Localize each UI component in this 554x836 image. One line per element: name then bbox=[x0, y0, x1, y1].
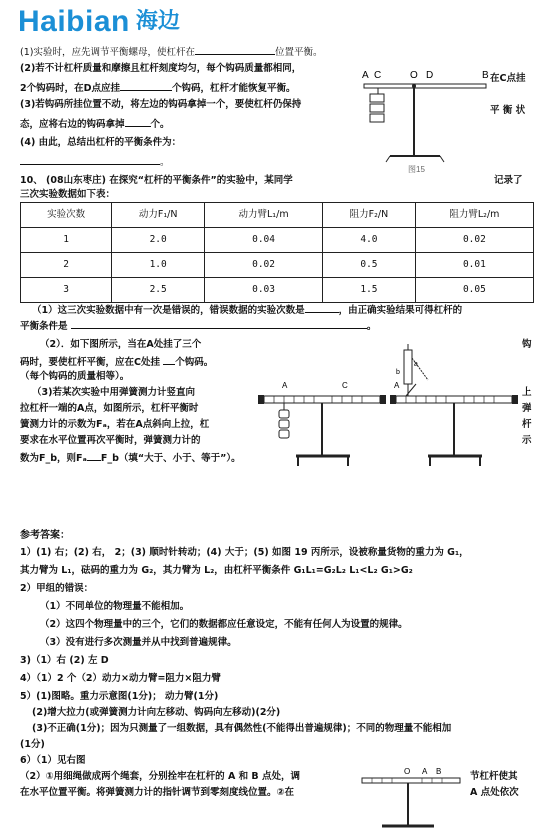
answer-line: 2）甲组的错误： bbox=[20, 583, 94, 594]
pivot bbox=[412, 84, 416, 88]
q10-p1-line-a: （1）这三次实验数据中有一次是错误的，错误数据的实验次数是 ，由正确实验结果可得杠杆的 bbox=[32, 302, 462, 319]
table-header: 阻力F₂/N bbox=[323, 203, 416, 228]
q10-p2-line-c: （每个钩码的质量相等）。 bbox=[20, 371, 130, 382]
q10-title: 10、 (08山东枣庄) 在探究“杠杆的平衡条件”的实验中，某同学 bbox=[20, 175, 293, 186]
answer-line: 其力臂为 L₁，砝码的重力为 G₂，其力臂为 L₂，由杠杆平衡条件 G₁L₁=G₂L₂ L₁<L₂ G₁>G₂ bbox=[20, 565, 413, 576]
fig15-label-o: O bbox=[410, 70, 418, 81]
right-text-1: 在C点挂 bbox=[490, 73, 526, 84]
answer-line: 3)（1）右 (2) 左 D bbox=[20, 655, 109, 666]
table-cell: 0.05 bbox=[415, 278, 533, 303]
answer-line: 5）(1)图略。重力示意图(1分)； 动力臂(1分) bbox=[20, 691, 219, 702]
q10-p3-line-e: 数为F_b，则Fₐ F_b（填“大于、小于、等于”）。 bbox=[20, 450, 241, 467]
table-cell: 2.5 bbox=[112, 278, 205, 303]
table-header-row bbox=[21, 203, 534, 228]
fig-label-a2: A bbox=[394, 381, 400, 390]
q10-p2-right: 钩 bbox=[522, 339, 532, 350]
blank bbox=[125, 116, 151, 127]
table-header: 动力F₁/N bbox=[112, 203, 205, 228]
q10-p3-line-d: 要求在水平位置再次平衡时，弹簧测力计的 bbox=[20, 435, 201, 446]
weight bbox=[279, 410, 289, 418]
blank bbox=[120, 80, 172, 91]
fig-bottom-label-b: B bbox=[436, 767, 442, 776]
answer-line: （2）①用细绳做成两个绳套，分别拴牢在杠杆的 A 和 B 点处，调 bbox=[20, 771, 300, 782]
q3-line-b: 态，应将右边的钩码拿掉 个。 bbox=[20, 116, 170, 133]
q10-p3-right: 示 bbox=[522, 435, 532, 446]
blank bbox=[305, 302, 339, 313]
right-text-2: 平 衡 状 bbox=[490, 105, 526, 116]
spring-scale bbox=[404, 344, 428, 396]
table-row bbox=[21, 228, 534, 253]
answer-line: 在水平位置平衡。将弹簧测力计的指针调节到零刻度线位置。②在 bbox=[20, 787, 295, 798]
answer-line: (2)增大拉力(或弹簧测力计向左移动、钩码向左移动)(2分) bbox=[32, 707, 281, 718]
table-header: 阻力臂L₂/m bbox=[415, 203, 533, 228]
fig15-caption: 图15 bbox=[408, 165, 425, 174]
q10-p2-line-a: （2）．如下图所示，当在A处挂了三个 bbox=[40, 339, 202, 350]
fig-bottom-label-o: O bbox=[404, 767, 411, 776]
stand-leg bbox=[386, 156, 390, 162]
logo bbox=[18, 2, 180, 42]
answer-line: 1）(1) 右；(2) 右， 2；(3) 顺时针转动；(4) 大于；(5) 如图 19 丙所示，设被称量货物的重力为 G₁， bbox=[20, 547, 469, 558]
stand-leg bbox=[440, 156, 444, 162]
answers-title: 参考答案： bbox=[20, 530, 70, 541]
q10-p3-line-b: 拉杠杆一端的A点，如图所示，杠杆平衡时 bbox=[20, 403, 199, 414]
balance-nut bbox=[512, 395, 518, 404]
fig-label-c: C bbox=[342, 381, 348, 390]
weight bbox=[279, 420, 289, 428]
table-cell: 0.03 bbox=[204, 278, 322, 303]
table-cell: 0.04 bbox=[204, 228, 322, 253]
lever-bar bbox=[264, 396, 380, 403]
blank bbox=[87, 450, 101, 461]
q10-p3-right: 上 bbox=[522, 387, 532, 398]
experiment-table bbox=[20, 202, 534, 303]
q3-line-a: (3)若钩码所挂位置不动，将左边的钩码拿掉一个，要使杠杆仍保持 bbox=[20, 99, 302, 110]
lever-bar bbox=[362, 778, 460, 783]
table-cell: 1.0 bbox=[112, 253, 205, 278]
weight bbox=[370, 104, 384, 112]
answer-line: （2）这四个物理量中的三个，它们的数据都应任意设定，不能有任何人为设置的规律。 bbox=[40, 619, 408, 630]
fig-label-a: A bbox=[282, 381, 288, 390]
balance-nut bbox=[390, 395, 396, 404]
q10-p3-right: 杆 bbox=[522, 419, 532, 430]
answer-line: （1）不同单位的物理量不能相加。 bbox=[40, 601, 190, 612]
balance-nut bbox=[380, 395, 386, 404]
q4-line: (4) 由此，总结出杠杆的平衡条件为： bbox=[20, 137, 182, 148]
answer-line: 6）（1）见右图 bbox=[20, 755, 86, 766]
q10-p2-line-b: 码时，要使杠杆平衡，应在C处挂 个钩码。 bbox=[20, 354, 213, 371]
fig15-label-c: C bbox=[374, 70, 382, 81]
table-cell: 3 bbox=[21, 278, 112, 303]
figure-bottom-lever bbox=[356, 764, 466, 834]
logo-text-cn: 海边 bbox=[135, 8, 180, 34]
figure-levers bbox=[256, 344, 518, 474]
blank bbox=[71, 318, 367, 329]
q10-title-right: 记录了 bbox=[494, 175, 523, 186]
answer-line: (3)不正确(1分)；因为只测量了一组数据，具有偶然性(不能得出普遍规律)；不同的物理量不能相加 bbox=[32, 723, 452, 734]
q10-p3-right: 弹 bbox=[522, 403, 532, 414]
table-cell: 2 bbox=[21, 253, 112, 278]
weight bbox=[370, 94, 384, 102]
logo-text-en: Haibian bbox=[18, 4, 130, 38]
table-row bbox=[21, 253, 534, 278]
answer-right: A 点处依次 bbox=[470, 787, 519, 798]
table-row bbox=[21, 278, 534, 303]
table-cell: 4.0 bbox=[323, 228, 416, 253]
weight bbox=[279, 430, 289, 438]
answer-line: (1分) bbox=[20, 739, 45, 750]
q2-line-b: 2个钩码时，在D点应挂 个钩码，杠杆才能恢复平衡。 bbox=[20, 80, 296, 97]
blank bbox=[163, 354, 175, 365]
table-cell: 1 bbox=[21, 228, 112, 253]
table-cell: 2.0 bbox=[112, 228, 205, 253]
fig-label-a-small: a bbox=[414, 361, 418, 368]
table-header: 动力臂L₁/m bbox=[204, 203, 322, 228]
q10-p3-line-c: 簧测力计的示数为Fₐ，若在A点斜向上拉，杠 bbox=[20, 419, 210, 430]
q10-p1-line-b: 平衡条件是 。 bbox=[20, 318, 376, 335]
q1-line: (1)实验时，应先调节平衡螺母，使杠杆在 位置平衡。 bbox=[20, 44, 322, 61]
fig15-label-d: D bbox=[426, 70, 434, 81]
q10-subtitle: 三次实验数据如下表： bbox=[20, 189, 116, 200]
q4-answer-line: 。 bbox=[20, 154, 170, 171]
table-header: 实验次数 bbox=[21, 203, 112, 228]
table-cell: 0.01 bbox=[415, 253, 533, 278]
fig15-label-a: A bbox=[362, 70, 369, 81]
balance-nut bbox=[258, 395, 264, 404]
fig-label-b: b bbox=[396, 369, 400, 376]
q2-line-a: (2)若不计杠杆质量和摩擦且杠杆刻度均匀，每个钩码质量都相同， bbox=[20, 63, 302, 74]
blank bbox=[20, 154, 160, 165]
answer-right: 节杠杆使其 bbox=[470, 771, 518, 782]
table-cell: 0.02 bbox=[415, 228, 533, 253]
table-cell: 0.02 bbox=[204, 253, 322, 278]
table-cell: 1.5 bbox=[323, 278, 416, 303]
fig-bottom-label-a: A bbox=[422, 767, 428, 776]
q10-p3-line-a: （3)若某次实验中用弹簧测力计竖直向 bbox=[32, 387, 195, 398]
lever-bar bbox=[364, 84, 486, 88]
answer-line: 4）（1）2 个（2）动力×动力臂=阻力×阻力臂 bbox=[20, 673, 221, 684]
answer-line: （3）没有进行多次测量并从中找到普遍规律。 bbox=[40, 637, 237, 648]
blank bbox=[195, 44, 275, 55]
lever-bar bbox=[396, 396, 512, 403]
table-cell: 0.5 bbox=[323, 253, 416, 278]
fig15-label-b: B bbox=[482, 70, 489, 81]
weight bbox=[370, 114, 384, 122]
figure-15 bbox=[360, 66, 490, 178]
